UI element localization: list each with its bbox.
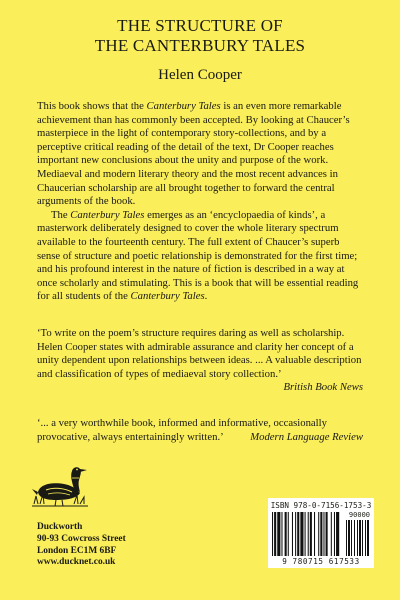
barcode-bar — [277, 512, 280, 556]
barcode-bars — [272, 512, 370, 558]
addon-bar — [367, 520, 369, 556]
review-1-source: British Book News — [283, 381, 363, 394]
barcode-bar — [308, 512, 309, 556]
barcode-bar — [272, 512, 273, 556]
addon-bar — [357, 520, 358, 556]
isbn-text: ISBN 978-0-7156-1753-3 — [270, 501, 372, 510]
publisher-website: www.ducknet.co.uk — [37, 557, 116, 568]
book-title — [0, 16, 400, 56]
publisher-address — [37, 522, 217, 569]
blurb-paragraph-1: This book shows that the Canterbury Tales is an even more remarkable achievement than has commonly been accepted. By looking at Chaucer’s masterpiece in the light of contemporary story-collections, and by a perceptive critical reading of the detail of the text, Dr Cooper reaches important new conclusions about the unity and purpose of the work. Mediaeval and modern literary theory and the most recent advances in Chaucerian scholarship are all brought together to forward the central arguments of the book. — [37, 100, 350, 208]
publisher-city: London EC1M 6BF — [37, 545, 117, 556]
review-2-text-line-2: provocative, always entertainingly written.’ — [37, 430, 224, 443]
barcode-bar — [318, 512, 319, 556]
barcode-bar — [281, 512, 282, 556]
addon-bar — [354, 520, 355, 556]
author-name: Helen Cooper — [158, 67, 242, 83]
addon-bar — [359, 520, 361, 556]
addon-bar — [348, 520, 350, 556]
title-line-1: THE STRUCTURE OF — [117, 16, 283, 35]
barcode — [268, 498, 374, 568]
review-quote-2 — [37, 417, 363, 444]
barcode-bar — [292, 512, 293, 556]
review-2-text-line-1: ‘... a very worthwhile book, informed and informative, occasionally — [37, 417, 327, 429]
barcode-bar — [300, 512, 303, 556]
review-1-text: ‘To write on the poem’s structure requires daring as well as scholarship. Helen Cooper states with admirable assurance and clarity her concept of a unity dependent upon relationships between ideas. ... A valuable description and classification of types of mediaeval story collection.’ — [37, 327, 362, 380]
addon-bar — [346, 520, 347, 556]
barcode-bar — [323, 512, 324, 556]
barcode-bar — [285, 512, 287, 556]
publisher-name: Duckworth — [37, 522, 83, 532]
barcode-bar — [274, 512, 276, 556]
barcode-bar — [314, 512, 315, 556]
addon-bar — [365, 520, 366, 556]
barcode-bar — [334, 512, 335, 556]
price-addon-code: 90000 — [348, 511, 370, 519]
barcode-bar — [310, 512, 312, 556]
barcode-bar — [297, 512, 299, 556]
blurb-paragraph-2: The Canterbury Tales emerges as an ‘encyclopaedia of kinds’, a masterwork deliberately designed to cover the whole literary spectrum available to the fourteenth century. The full extent of Chaucer’s superb sense of structure and poetic relationship is demonstrated for the first time; and his profound interest in the nature of fiction is described in a way at once scholarly and stimulating. This is a book that will be essential reading for all students of the Canterbury Tales. — [37, 208, 359, 303]
barcode-bar — [320, 512, 322, 556]
review-2-source: Modern Language Review — [250, 430, 363, 443]
duck-icon — [30, 458, 90, 512]
barcode-bar — [326, 512, 328, 556]
barcode-bar — [336, 512, 339, 556]
addon-bar — [351, 520, 352, 556]
review-quote-1 — [37, 327, 363, 395]
ean-digits: 9 780715 617533 — [282, 557, 360, 566]
publisher-street: 90-93 Cowcross Street — [37, 533, 126, 544]
addon-bar — [362, 520, 363, 556]
barcode-bar — [331, 512, 332, 556]
barcode-bar — [295, 512, 296, 556]
barcode-bar — [288, 512, 289, 556]
blurb — [37, 100, 363, 304]
title-line-2: THE CANTERBURY TALES — [94, 36, 306, 55]
barcode-bar — [305, 512, 306, 556]
